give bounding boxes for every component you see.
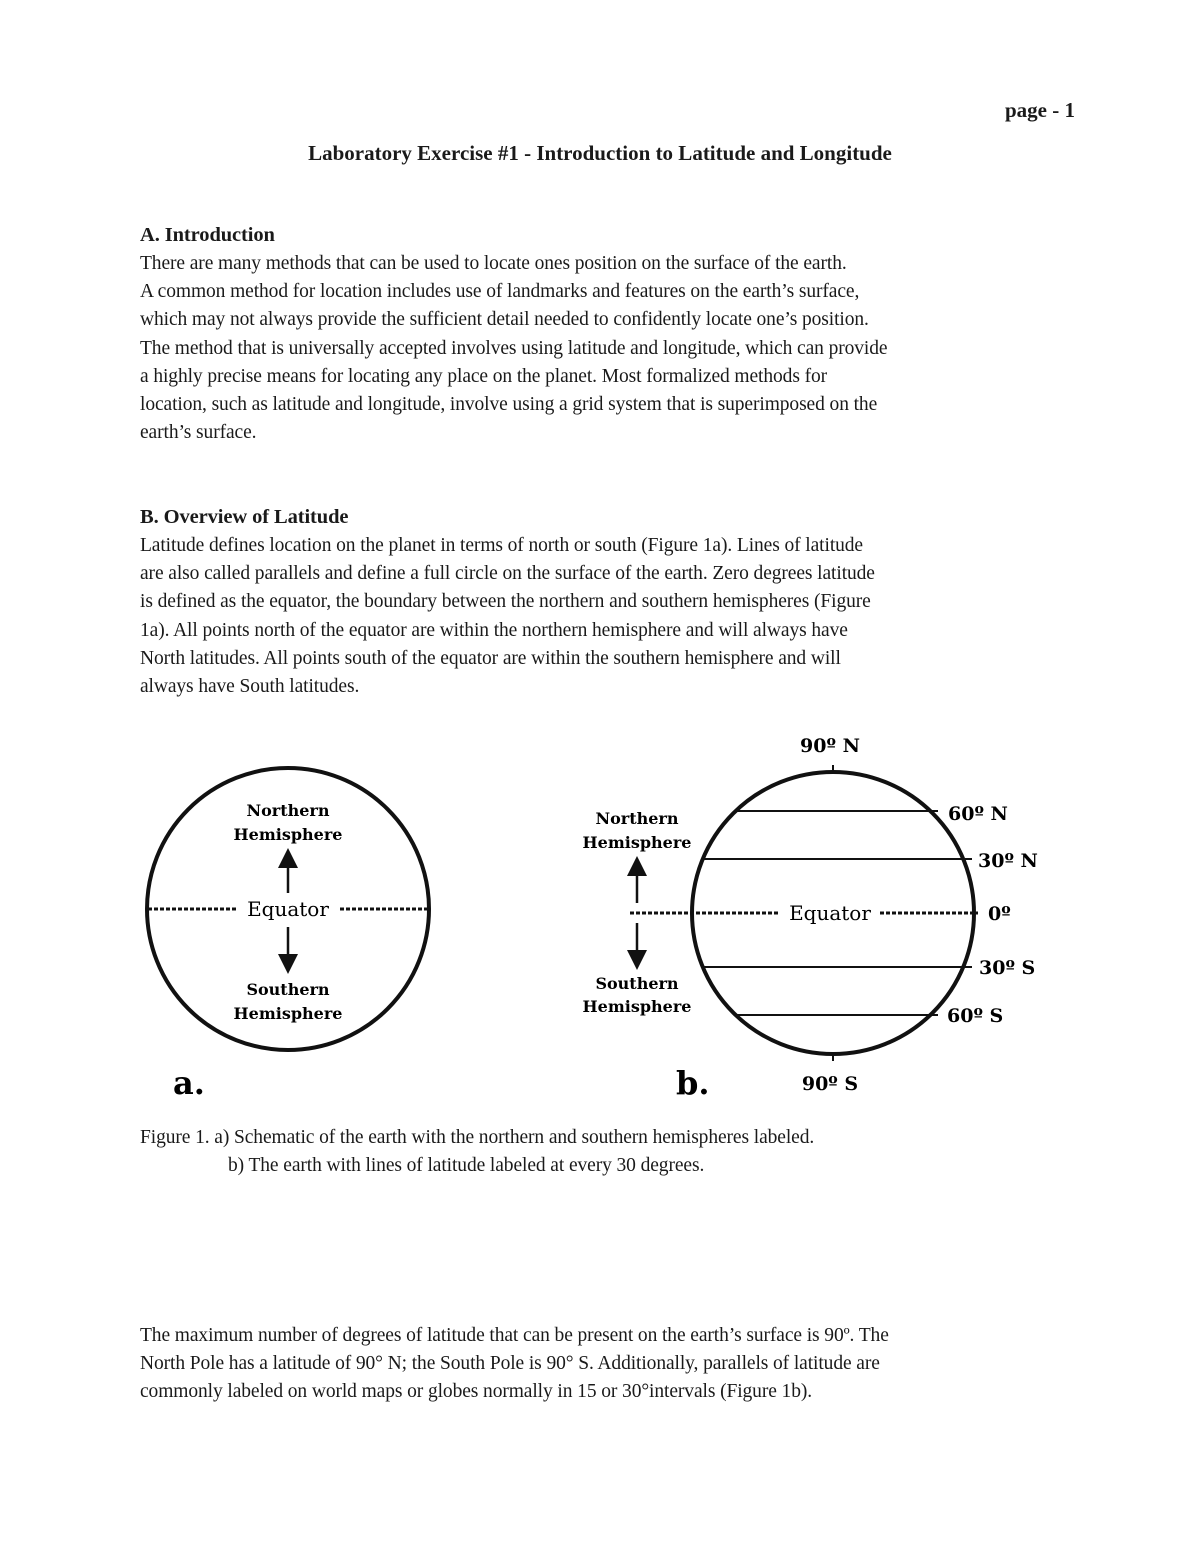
paragraph-line: is defined as the equator, the boundary between the northern and southern hemispheres (Figure <box>140 591 871 612</box>
northern-label: Hemisphere <box>233 825 343 844</box>
paragraph-line: 1a). All points north of the equator are within the northern hemisphere and will always have <box>140 620 848 641</box>
paragraph-line: always have South latitudes. <box>140 676 360 697</box>
paragraph-line: commonly labeled on world maps or globes normally in 15 or 30°intervals (Figure 1b). <box>140 1381 813 1402</box>
page-title: Laboratory Exercise #1 - Introduction to Latitude and Longitude <box>308 141 892 165</box>
paragraph-line: The maximum number of degrees of latitude that can be present on the earth’s surface is 90º. The <box>140 1325 889 1346</box>
latitude-label: 60º S <box>947 1005 1004 1027</box>
equator-label: Equator <box>247 897 329 921</box>
figure-b-label: b. <box>676 1064 710 1102</box>
equator-label: Equator <box>789 901 871 925</box>
latitude-label: 90º S <box>801 1073 859 1095</box>
latitude-label: 60º N <box>948 803 1008 825</box>
paragraph-line: which may not always provide the sufficient detail needed to confidently locate one’s position. <box>140 309 869 330</box>
latitude-label: 30º S <box>979 957 1036 979</box>
southern-label: Southern <box>246 980 330 999</box>
paragraph-line: North Pole has a latitude of 90° N; the South Pole is 90° S. Additionally, parallels of latitude are <box>140 1353 880 1374</box>
paragraph-line: The method that is universally accepted involves using latitude and longitude, which can provide <box>140 338 888 359</box>
figure-caption: Figure 1. a) Schematic of the earth with the northern and southern hemispheres labeled. <box>140 1127 815 1148</box>
latitude-label: 30º N <box>978 850 1038 872</box>
northern-label: Hemisphere <box>582 833 692 852</box>
paragraph-line: are also called parallels and define a full circle on the surface of the earth. Zero degrees latitude <box>140 563 875 584</box>
southern-label: Hemisphere <box>582 997 692 1016</box>
figure-caption: b) The earth with lines of latitude labeled at every 30 degrees. <box>228 1155 705 1176</box>
figure-a <box>147 768 429 1102</box>
northern-label: Northern <box>595 809 679 828</box>
latitude-label: 90º N <box>800 735 860 757</box>
paragraph-line: A common method for location includes use of landmarks and features on the earth’s surface, <box>140 281 860 302</box>
figure-a-label: a. <box>173 1064 205 1102</box>
paragraph-line: earth’s surface. <box>140 422 257 443</box>
section-b-heading: B. Overview of Latitude <box>140 506 349 528</box>
latitude-label: 0º <box>988 903 1011 925</box>
paragraph-line: There are many methods that can be used to locate ones position on the surface of the earth. <box>140 253 847 274</box>
northern-label: Northern <box>246 801 330 820</box>
paragraph-line: North latitudes. All points south of the equator are within the southern hemisphere and will <box>140 648 841 669</box>
figure-b <box>583 735 1038 1102</box>
section-a-heading: A. Introduction <box>140 224 275 246</box>
paragraph-line: a highly precise means for locating any place on the planet. Most formalized methods for <box>140 366 828 387</box>
paragraph-line: Latitude defines location on the planet in terms of north or south (Figure 1a). Lines of latitude <box>140 535 863 556</box>
southern-label: Hemisphere <box>233 1004 343 1023</box>
southern-label: Southern <box>595 974 679 993</box>
page-number: page - 1 <box>1005 98 1075 122</box>
paragraph-line: location, such as latitude and longitude, involve using a grid system that is superimposed on the <box>140 394 878 415</box>
